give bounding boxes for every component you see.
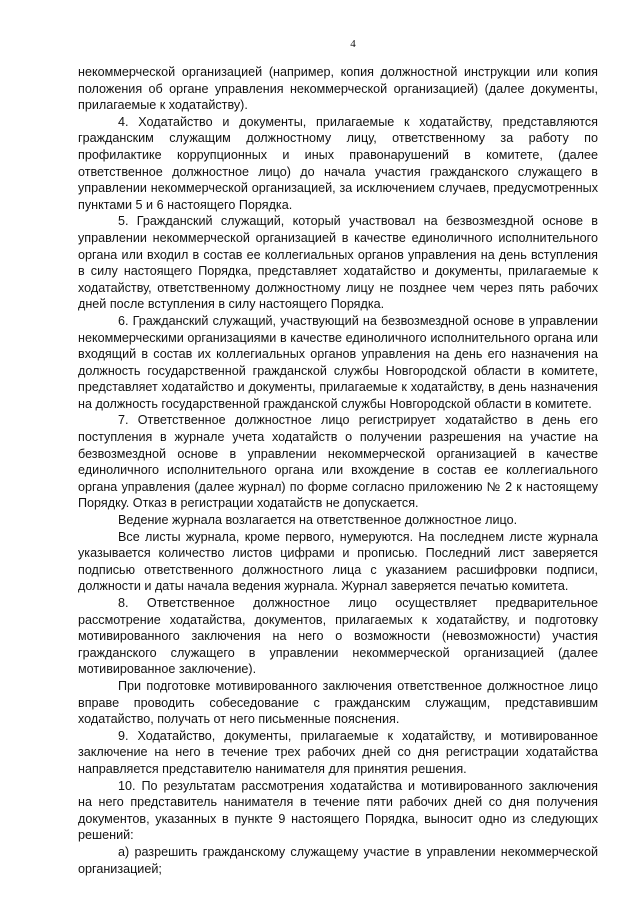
paragraph: Ведение журнала возлагается на ответственное должностное лицо. xyxy=(118,513,518,528)
paragraph: 8. Ответственное должностное лицо осуществляет предварительное рассмотрение ходатайства, документов, прилагаемых к ходатайству, и подготовку мотивированного заключения на него о возможности (невозможности) участия гражданского служащего в управлении некоммерческой организацией (далее мотивированное заключение). xyxy=(78,596,598,677)
paragraph: 4. Ходатайство и документы, прилагаемые к ходатайству, представляются гражданским служащим должностному лицу, ответственному за работу по профилактике коррупционных и иных правонарушений в комитете, (далее ответственное должностное лицо) до начала участия гражданского служащего в управлении некоммерческой организацией, за исключением случаев, предусмотренных пунктами 5 и 6 настоящего Порядка. xyxy=(78,114,598,212)
paragraph: 7. Ответственное должностное лицо регистрирует ходатайство в день его поступления в журнале учета ходатайств о получении разрешения на участие на безвозмездной основе в управлении некоммерческой организацией в качестве единоличного исполнительного органа или вхождение в состав ее коллегиального органа управления (далее журнал) по форме согласно приложению № 2 к настоящему Порядку. Отказ в регистрации ходатайств не допускается. xyxy=(78,413,598,511)
document-page xyxy=(78,38,598,888)
paragraph: 5. Гражданский служащий, который участвовал на безвозмездной основе в управлении некоммерческой организацией в качестве единоличного исполнительного органа или входил в состав ее коллегиальных органов управления на день вступления в силу настоящего Порядка, представляет ходатайство и документы, прилагаемые к ходатайству, ответственному должностному лицу не позднее чем через пять рабочих дней после вступления в силу настоящего Порядка. xyxy=(78,214,598,312)
paragraph: 10. По результатам рассмотрения ходатайства и мотивированного заключения на него представитель нанимателя в течение пяти рабочих дней со дня получения документов, указанных в пункте 9 настоящего Порядка, выносит одно из следующих решений: xyxy=(78,778,598,843)
page-number: 4 xyxy=(350,38,356,50)
paragraph: При подготовке мотивированного заключения ответственное должностное лицо вправе проводить собеседование с гражданским служащим, представившим ходатайство, получать от него письменные пояснения. xyxy=(78,678,598,727)
paragraph: Все листы журнала, кроме первого, нумеруются. На последнем листе журнала указывается количество листов цифрами и прописью. Последний лист заверяется подписью ответственного должностного лица с указанием расшифровки подписи, должности и даты начала ведения журнала. Журнал заверяется печатью комитета. xyxy=(78,529,598,594)
document-body xyxy=(78,64,598,877)
paragraph: 9. Ходатайство, документы, прилагаемые к ходатайству, и мотивированное заключение на него в течение трех рабочих дней со дня регистрации ходатайства направляется представителю нанимателя для принятия решения. xyxy=(78,728,598,776)
paragraph: некоммерческой организацией (например, копия должностной инструкции или копия положения об органе управления некоммерческой организацией) (далее документы, прилагаемые к ходатайству). xyxy=(78,65,598,113)
paragraph: а) разрешить гражданскому служащему участие в управлении некоммерческой организацией; xyxy=(78,844,598,876)
paragraph: 6. Гражданский служащий, участвующий на безвозмездной основе в управлении некоммерческими организациями в качестве единоличного исполнительного органа или входящий в состав их коллегиальных органов управления на день его назначения на должность государственной гражданской службы Новгородской области в комитете, представляет ходатайство и документы, прилагаемые к ходатайству, в день назначения на должность государственной гражданской службы Новгородской области в комитете. xyxy=(78,313,598,411)
